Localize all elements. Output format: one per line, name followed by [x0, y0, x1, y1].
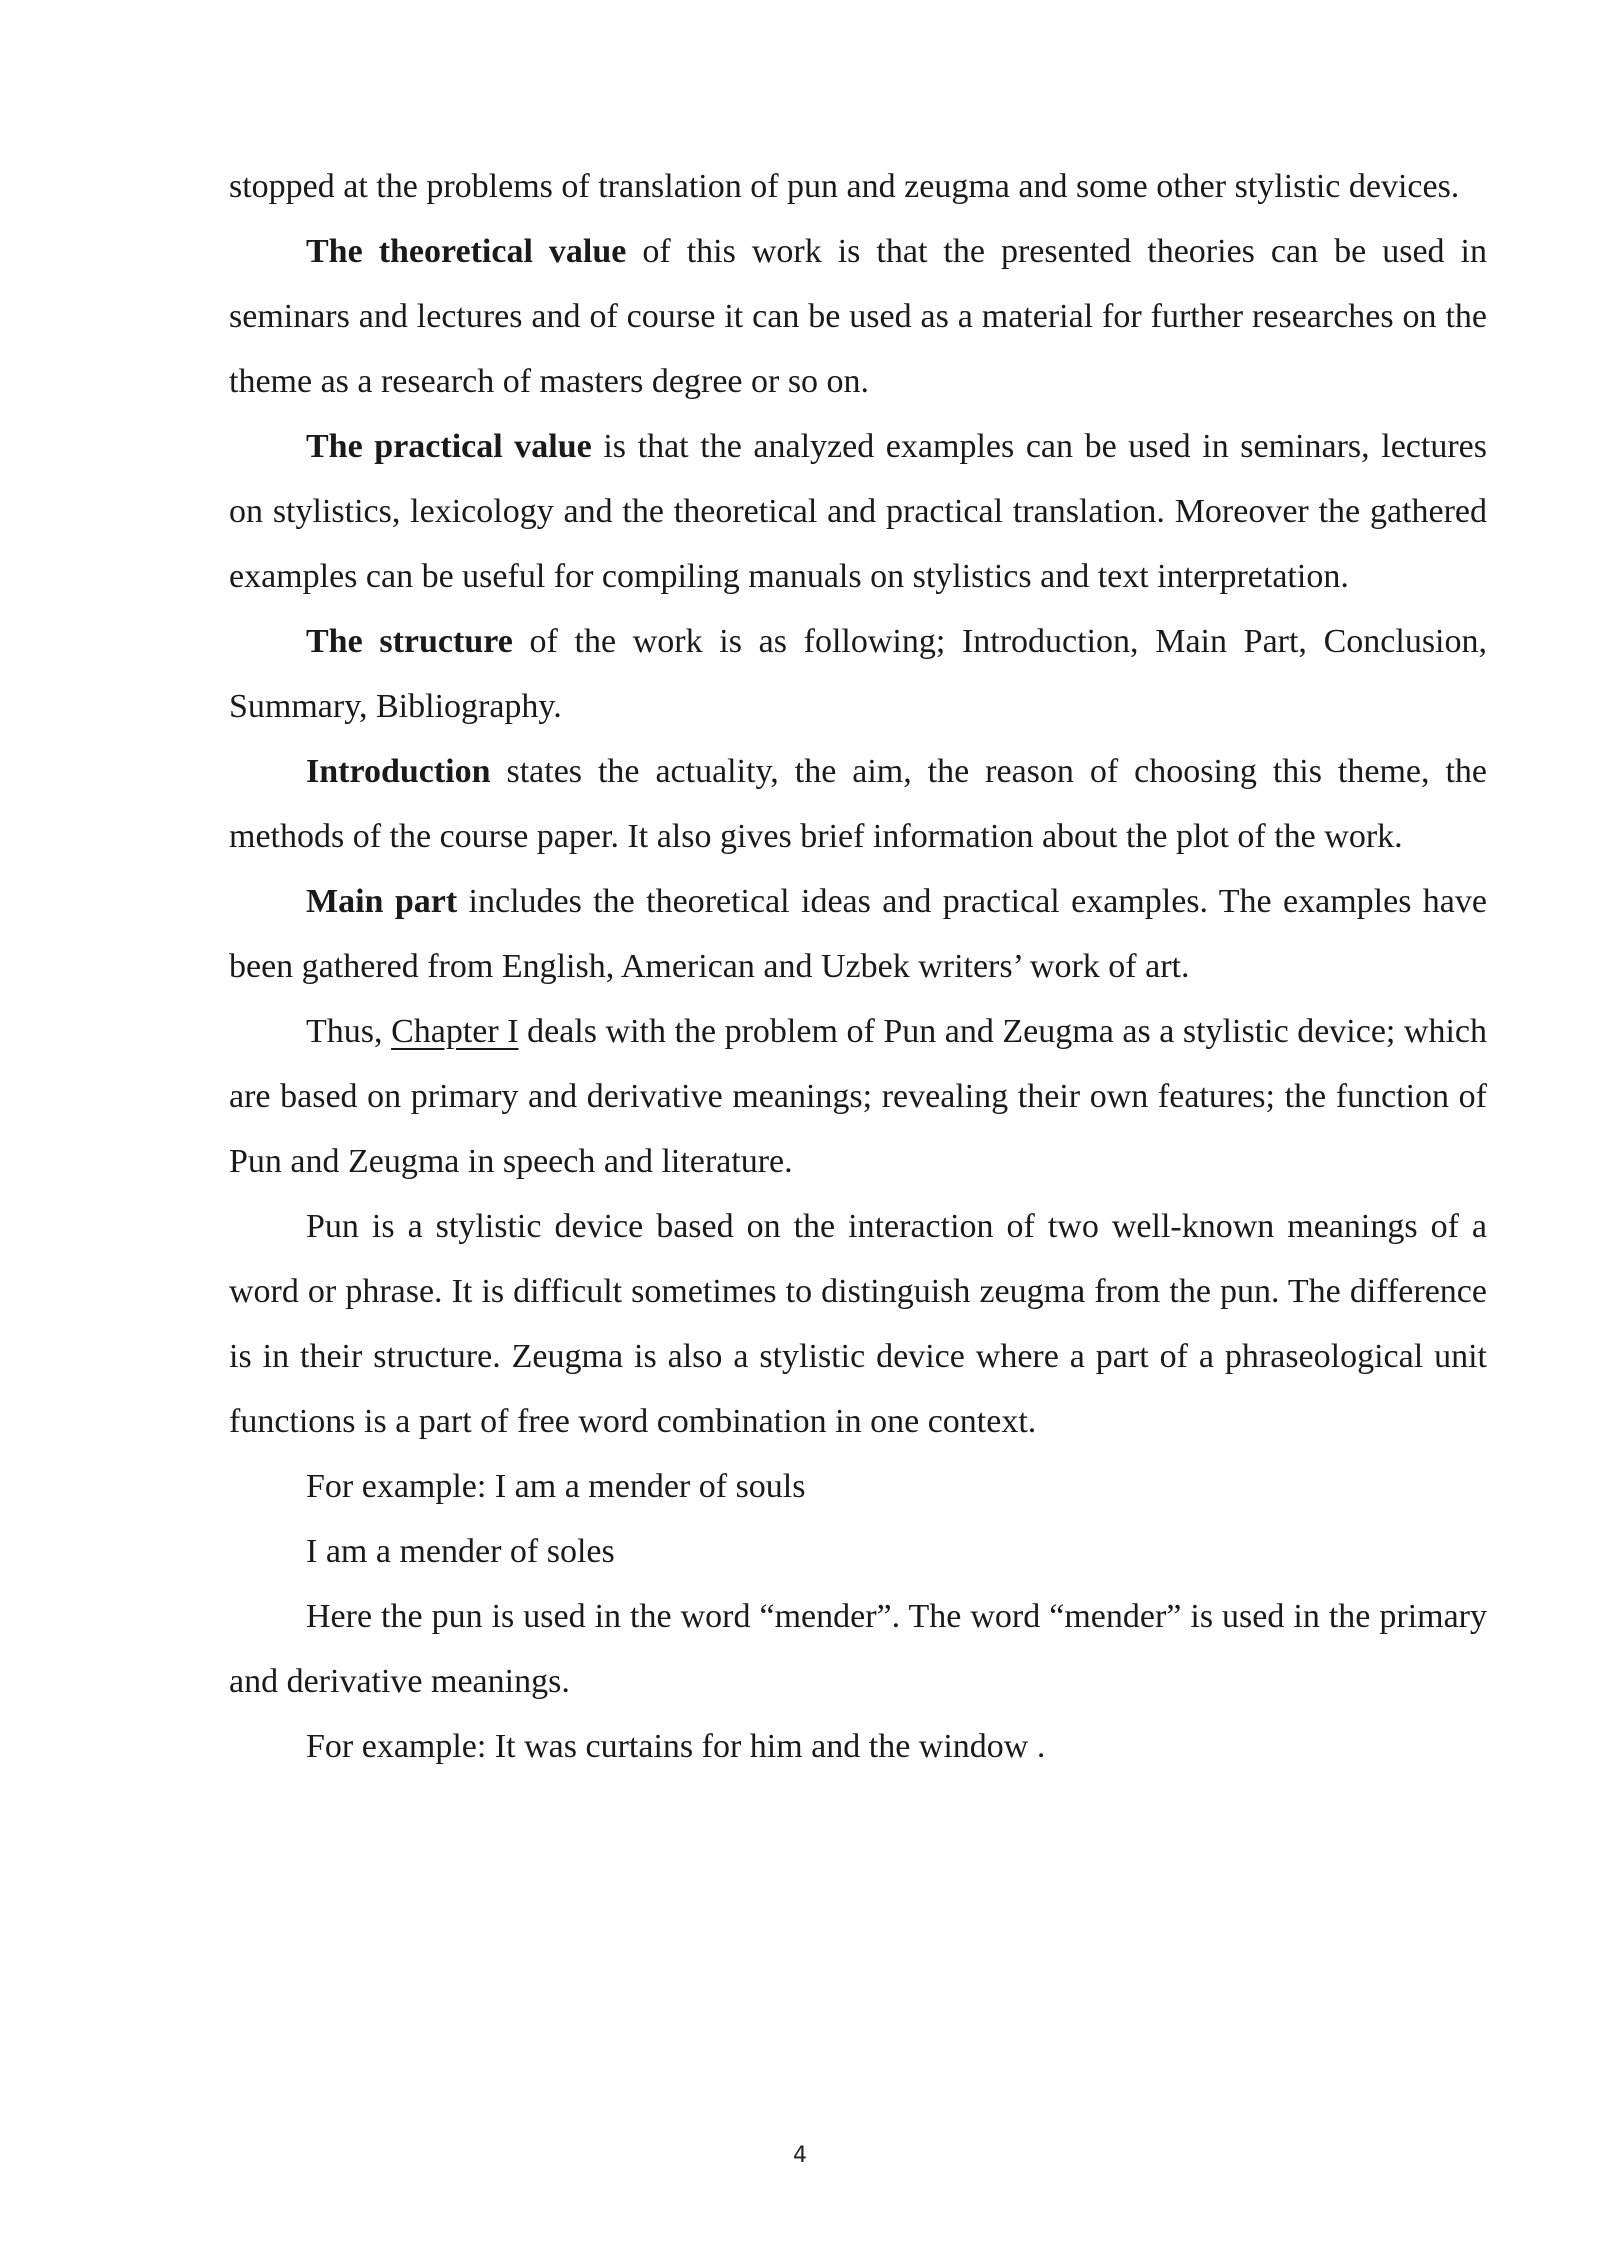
bold-heading: Introduction	[306, 753, 491, 790]
paragraph-theoretical-value	[229, 219, 1487, 414]
paragraph-text: Here the pun is used in the word “mender”. The word “mender” is used in the primary and derivative meanings.	[229, 1598, 1487, 1700]
paragraph-text: of the work is as following; Introduction, Main Part, Conclusion, Summary, Bibliography.	[229, 623, 1488, 725]
body-text	[229, 154, 1487, 1779]
example-text: For example: It was curtains for him and the window .	[306, 1728, 1046, 1765]
paragraph-text: deals with the problem of Pun and Zeugma as a stylistic device; which are based on primary and derivative meanings; revealing their own features; the function of Pun and Zeugma in speech and literature.	[229, 1013, 1488, 1180]
paragraph-pun-explanation	[229, 1584, 1487, 1714]
bold-heading: The structure	[306, 623, 513, 660]
paragraph-practical-value	[229, 414, 1487, 609]
chapter-reference: Chapter I	[391, 1013, 519, 1050]
bold-heading: The practical value	[306, 428, 592, 465]
paragraph-introduction	[229, 739, 1487, 869]
paragraph-text: is that the analyzed examples can be used in seminars, lectures on stylistics, lexicology and the theoretical and practical translation. Moreover the gathered examples can be useful for compiling manuals on stylistics and text interpretation.	[229, 428, 1487, 595]
example-line	[229, 1519, 1487, 1584]
example-line	[229, 1454, 1487, 1519]
paragraph-text: stopped at the problems of translation of pun and zeugma and some other stylistic devices.	[229, 168, 1460, 205]
paragraph-pun-definition	[229, 1194, 1487, 1454]
page-number: 4	[793, 2143, 807, 2168]
paragraph-continuation	[229, 154, 1487, 219]
paragraph-text: Pun is a stylistic device based on the interaction of two well-known meanings of a word or phrase. It is difficult sometimes to distinguish zeugma from the pun. The difference is in their structure. Zeugma is also a stylistic device where a part of a phraseological unit functions is a part of free word combination in one context.	[229, 1208, 1487, 1440]
paragraph-text: states the actuality, the aim, the reason of choosing this theme, the methods of the course paper. It also gives brief information about the plot of the work.	[229, 753, 1487, 855]
paragraph-chapter-one	[229, 999, 1487, 1194]
paragraph-text: includes the theoretical ideas and practical examples. The examples have been gathered from English, American and Uzbek writers’ work of art.	[229, 883, 1487, 985]
example-line	[229, 1714, 1487, 1779]
paragraph-text: of this work is that the presented theories can be used in seminars and lectures and of course it can be used as a material for further researches on the theme as a research of masters degree or so on.	[229, 233, 1487, 400]
paragraph-main-part	[229, 869, 1487, 999]
paragraph-structure	[229, 609, 1487, 739]
example-text: I am a mender of soles	[306, 1533, 615, 1570]
example-text: For example: I am a mender of souls	[306, 1468, 806, 1505]
bold-heading: Main part	[306, 883, 458, 920]
paragraph-text: Thus,	[306, 1013, 392, 1050]
bold-heading: The theoretical value	[306, 233, 627, 270]
